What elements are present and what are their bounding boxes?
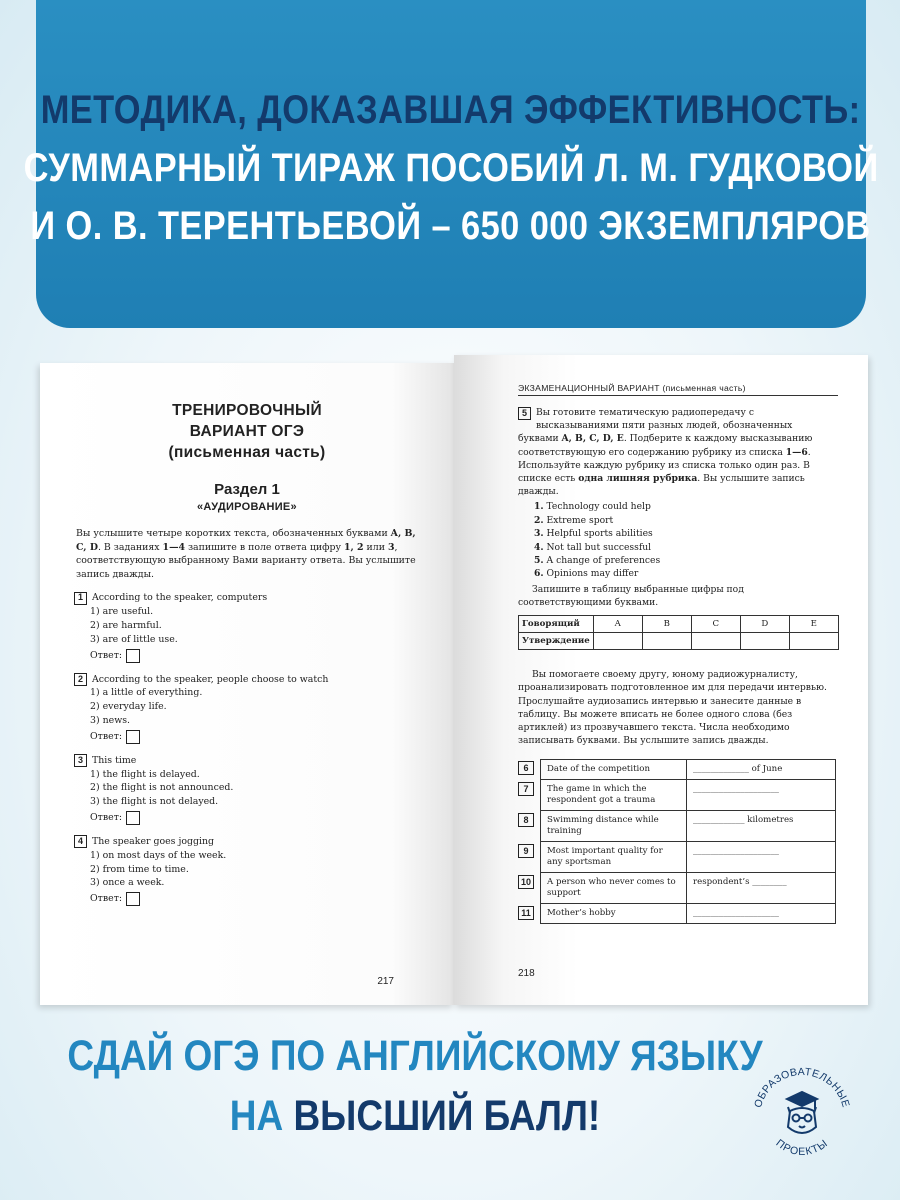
svg-text:ПРОЕКТЫ xyxy=(774,1137,831,1158)
table-answer-field[interactable]: ____________________ xyxy=(693,908,779,919)
option: 2) from time to time. xyxy=(90,863,189,875)
option: 3) the flight is not delayed. xyxy=(90,796,219,808)
task-question: According to the speaker, people choose to watch xyxy=(92,673,329,685)
right-page xyxy=(454,355,868,1005)
task-question: According to the speaker, computers xyxy=(92,592,268,604)
task-number: 7 xyxy=(518,782,534,796)
list-item: 6. Opinions may differ xyxy=(534,568,639,580)
task-number: 10 xyxy=(518,875,534,889)
answer-cell[interactable] xyxy=(789,633,838,650)
table-question: Mother’s hobby xyxy=(541,904,687,923)
answer-table-5 xyxy=(518,615,839,650)
answer-box[interactable] xyxy=(126,892,140,906)
task-3 xyxy=(74,754,434,825)
list-item: 5. A change of preferences xyxy=(534,555,661,567)
task-5: 5 Вы готовите тематическую радиопередачу с высказываниями пяти разных людей, обозначенных буквами A, B, C, D, E. Подберите к каждому высказыванию соответствующую его содержанию рубрику из списка 1—6. Используйте каждую рубрику из списка только один раз. В списке есть одна лишняя рубрика. Вы услышите запись дважды. xyxy=(518,407,813,498)
bottom-slogan xyxy=(0,1030,830,1146)
slogan-line-1: СДАЙ ОГЭ ПО АНГЛИЙСКОМУ ЯЗЫКУ xyxy=(67,1032,763,1080)
table-answer-field[interactable]: respondent’s ________ xyxy=(693,877,787,888)
list-item: 3. Helpful sports abilities xyxy=(534,528,653,540)
table-question: Most important quality for any sportsman xyxy=(541,842,687,872)
option: 1) a little of everything. xyxy=(90,687,203,699)
task-number: 2 xyxy=(74,673,87,686)
table-row xyxy=(518,873,868,904)
task-question: This time xyxy=(92,754,137,766)
table-row xyxy=(518,904,868,924)
answer-box[interactable] xyxy=(126,649,140,663)
task-number: 1 xyxy=(74,592,87,605)
table-row xyxy=(519,633,839,650)
task-number: 6 xyxy=(518,761,534,775)
table-answer-field[interactable]: ____________________ xyxy=(693,784,779,795)
task-4 xyxy=(74,835,434,906)
left-page xyxy=(40,363,454,1005)
interview-instructions: Вы помогаете своему другу, юному радиожурналисту, проанализировать подготовленное им для передачи интервью. Прослушайте аудиозапись интервью и занесите данные в таблицу. Вы можете вписать не более одного слова (без артиклей) из прозвучавшего текста. Числа необходимо записывать буквами. Вы услышите запись дважды. xyxy=(518,669,827,747)
task-2 xyxy=(74,673,434,744)
section-subheading: «АУДИРОВАНИЕ» xyxy=(197,501,297,513)
task-number: 11 xyxy=(518,906,534,920)
answer-label: Ответ: xyxy=(90,812,123,824)
publisher-logo xyxy=(742,1055,862,1175)
list-item: 1. Technology could help xyxy=(534,501,651,513)
answer-label: Ответ: xyxy=(90,730,123,742)
task-number: 5 xyxy=(518,407,531,420)
option: 2) are harmful. xyxy=(90,619,162,631)
table-answer-field[interactable]: _____________ of June xyxy=(693,764,783,775)
open-book xyxy=(40,355,868,1005)
task-question: The speaker goes jogging xyxy=(92,835,215,847)
letter-cell: A xyxy=(593,616,642,633)
table-answer-field[interactable]: ____________ kilometres xyxy=(693,815,794,826)
list-item: 2. Extreme sport xyxy=(534,514,614,526)
table-row xyxy=(518,780,868,811)
letter-cell: D xyxy=(740,616,789,633)
task-number: 9 xyxy=(518,844,534,858)
statement-label: Утверждение xyxy=(519,633,594,650)
answer-cell[interactable] xyxy=(593,633,642,650)
logo-bottom-text: ПРОЕКТЫ xyxy=(773,1137,831,1158)
table-question: Swimming distance while training xyxy=(541,811,687,841)
title-line-3: (письменная часть) xyxy=(168,444,326,461)
task-number: 8 xyxy=(518,813,534,827)
task-1 xyxy=(74,591,434,662)
option: 3) are of little use. xyxy=(90,633,178,645)
option: 3) news. xyxy=(90,714,131,726)
answer-cell[interactable] xyxy=(642,633,691,650)
option: 1) are useful. xyxy=(90,606,154,618)
rubric-list xyxy=(534,500,828,580)
logo-top-text: ОБРАЗОВАТЕЛЬНЫЕ xyxy=(752,1065,852,1110)
list-item: 4. Not tall but successful xyxy=(534,541,652,553)
option: 3) once a week. xyxy=(90,877,165,889)
slogan-line-2: НА ВЫСШИЙ БАЛЛ! xyxy=(229,1092,601,1140)
title-line-1: ТРЕНИРОВОЧНЫЙ xyxy=(172,402,322,419)
table-row xyxy=(518,842,868,873)
answer-cell[interactable] xyxy=(691,633,740,650)
letter-cell: C xyxy=(691,616,740,633)
page-number-left: 217 xyxy=(377,976,394,987)
answer-cell[interactable] xyxy=(740,633,789,650)
table-question: A person who never comes to support xyxy=(541,873,687,903)
letter-cell: B xyxy=(642,616,691,633)
table-question: Date of the competition xyxy=(541,760,687,779)
table-row xyxy=(518,811,868,842)
task-number: 3 xyxy=(74,754,87,767)
answer-label: Ответ: xyxy=(90,893,123,905)
letter-cell: E xyxy=(789,616,838,633)
cat-scholar-icon xyxy=(787,1092,817,1133)
banner-line-1: МЕТОДИКА, ДОКАЗАВШАЯ ЭФФЕКТИВНОСТЬ: xyxy=(41,88,861,132)
table-question: The game in which the respondent got a trauma xyxy=(541,780,687,810)
answer-box[interactable] xyxy=(126,730,140,744)
table-row xyxy=(518,759,868,780)
banner-line-2: СУММАРНЫЙ ТИРАЖ ПОСОБИЙ Л. М. ГУДКОВОЙ xyxy=(23,146,879,190)
option: 2) everyday life. xyxy=(90,701,167,713)
title-line-2: ВАРИАНТ ОГЭ xyxy=(189,423,305,440)
table-instruction: Запишите в таблицу выбранные цифры под соответствующими буквами. xyxy=(518,583,744,609)
task-number: 4 xyxy=(74,835,87,848)
table-row xyxy=(519,616,839,633)
header-banner xyxy=(23,0,879,328)
listening-instructions: Вы услышите четыре коротких текста, обозначенных буквами A, B, C, D. В заданиях 1—4 запишите в поле ответа цифру 1, 2 или 3, соответствующую выбранному Вами варианту ответа. Вы услышите запись дважды. xyxy=(76,528,416,580)
page-number-right: 218 xyxy=(518,968,535,979)
interview-table xyxy=(518,759,868,924)
option: 1) on most days of the week. xyxy=(90,849,227,861)
speaker-label: Говорящий xyxy=(519,616,594,633)
answer-label: Ответ: xyxy=(90,649,123,661)
variant-title xyxy=(40,400,454,463)
answer-box[interactable] xyxy=(126,811,140,825)
running-head: ЭКЗАМЕНАЦИОННЫЙ ВАРИАНТ (письменная часть) xyxy=(518,383,838,396)
table-answer-field[interactable]: ____________________ xyxy=(693,846,779,857)
banner-line-3: И О. В. ТЕРЕНТЬЕВОЙ – 650 000 ЭКЗЕМПЛЯРОВ xyxy=(30,204,872,248)
option: 1) the flight is delayed. xyxy=(90,768,200,780)
section-heading: Раздел 1 xyxy=(214,481,280,498)
option: 2) the flight is not announced. xyxy=(90,782,234,794)
